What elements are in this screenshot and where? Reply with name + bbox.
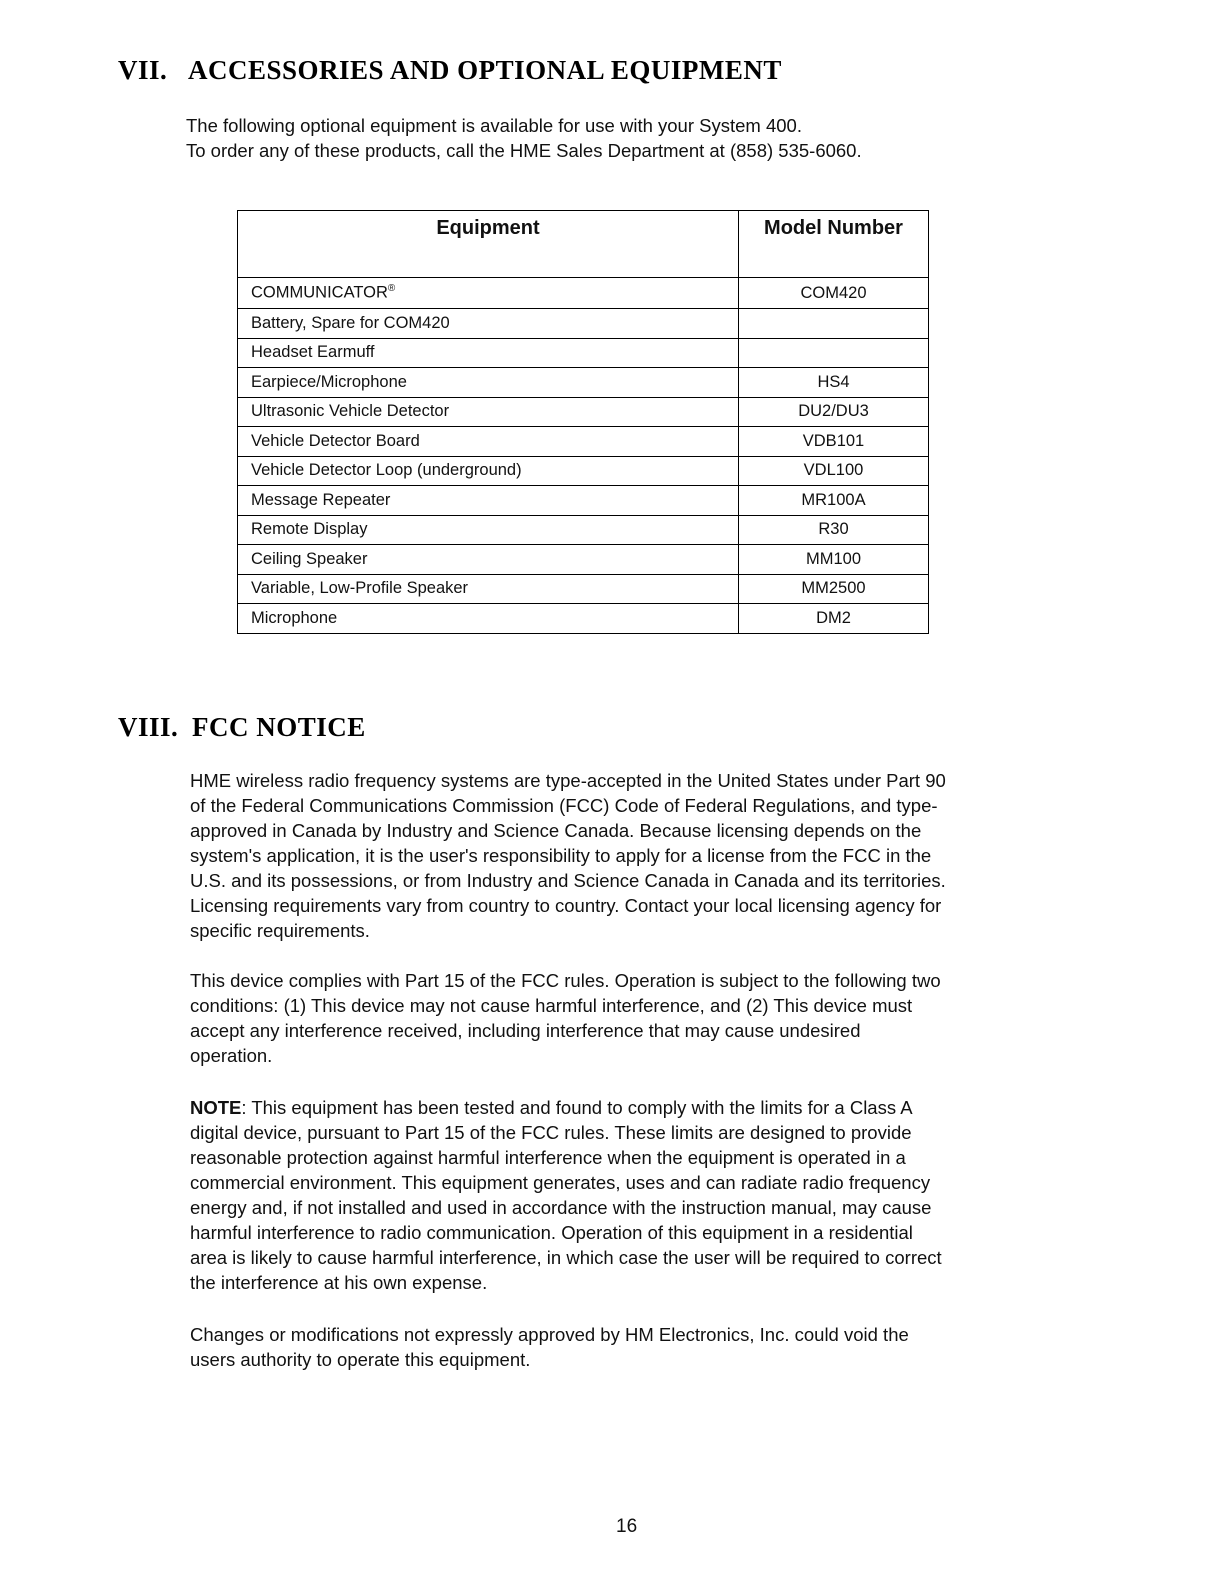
table-row xyxy=(238,604,929,634)
fcc-licensing-paragraph xyxy=(190,768,1090,943)
section-title: FCC NOTICE xyxy=(192,712,366,742)
note-text: : This equipment has been tested and found to comply with the limits for a Class A xyxy=(241,1097,913,1118)
section-title: ACCESSORIES AND OPTIONAL EQUIPMENT xyxy=(188,55,782,85)
table-row xyxy=(238,309,929,339)
table-row xyxy=(238,515,929,545)
equipment-cell: Remote Display xyxy=(238,515,739,545)
intro-line: To order any of these products, call the HME Sales Department at (858) 535-6060. xyxy=(186,140,862,161)
model-cell: MM100 xyxy=(739,545,929,575)
table-row xyxy=(238,456,929,486)
equipment-cell: Vehicle Detector Loop (underground) xyxy=(238,456,739,486)
model-cell: DU2/DU3 xyxy=(739,397,929,427)
equipment-cell: Message Repeater xyxy=(238,486,739,516)
text-line: specific requirements. xyxy=(190,920,370,941)
text-line: energy and, if not installed and used in accordance with the instruction manual, may cause xyxy=(190,1197,932,1218)
equipment-column-header: Equipment xyxy=(238,211,739,278)
table-row xyxy=(238,545,929,575)
equipment-cell: Variable, Low-Profile Speaker xyxy=(238,574,739,604)
equipment-cell: Microphone xyxy=(238,604,739,634)
model-column-header: Model Number xyxy=(739,211,929,278)
text-line: system's application, it is the user's responsibility to apply for a license from the FCC in the xyxy=(190,845,932,866)
model-cell: MR100A xyxy=(739,486,929,516)
equipment-table xyxy=(237,210,929,634)
fcc-modifications-paragraph xyxy=(190,1322,1090,1372)
model-cell xyxy=(739,309,929,339)
section-number: VII. xyxy=(118,55,168,85)
note-label: NOTE xyxy=(190,1097,242,1118)
table-header-row xyxy=(238,211,929,278)
registered-mark: ® xyxy=(387,283,396,295)
text-line: harmful interference to radio communication. Operation of this equipment in a residential xyxy=(190,1222,913,1243)
text-line: conditions: (1) This device may not cause harmful interference, and (2) This device must xyxy=(190,995,913,1016)
equipment-name: COMMUNICATOR xyxy=(251,283,388,302)
text-line: digital device, pursuant to Part 15 of the FCC rules. These limits are designed to provide xyxy=(190,1122,912,1143)
text-line: Changes or modifications not expressly approved by HM Electronics, Inc. could void the xyxy=(190,1324,909,1345)
model-cell: R30 xyxy=(739,515,929,545)
section-number: VIII. xyxy=(118,712,179,742)
equipment-cell: Vehicle Detector Board xyxy=(238,427,739,457)
model-cell: VDL100 xyxy=(739,456,929,486)
fcc-note-paragraph xyxy=(190,1095,1090,1295)
table-row xyxy=(238,397,929,427)
equipment-cell: Ultrasonic Vehicle Detector xyxy=(238,397,739,427)
text-line: U.S. and its possessions, or from Industry and Science Canada in Canada and its territories. xyxy=(190,870,946,891)
table-row xyxy=(238,278,929,309)
model-cell: COM420 xyxy=(739,278,929,309)
text-line: area is likely to cause harmful interference, in which case the user will be required to correct xyxy=(190,1247,942,1268)
equipment-cell: Battery, Spare for COM420 xyxy=(238,309,739,339)
table-row xyxy=(238,486,929,516)
equipment-cell xyxy=(238,278,739,309)
model-cell: MM2500 xyxy=(739,574,929,604)
text-line: Licensing requirements vary from country to country. Contact your local licensing agency for xyxy=(190,895,942,916)
section-heading-fcc xyxy=(118,712,366,743)
text-line: accept any interference received, including interference that may cause undesired xyxy=(190,1020,861,1041)
text-line: the interference at his own expense. xyxy=(190,1272,488,1293)
model-cell: HS4 xyxy=(739,368,929,398)
text-line: commercial environment. This equipment generates, uses and can radiate radio frequency xyxy=(190,1172,931,1193)
fcc-part15-paragraph xyxy=(190,968,1090,1068)
text-line: HME wireless radio frequency systems are type-accepted in the United States under Part 90 xyxy=(190,770,946,791)
table-row xyxy=(238,574,929,604)
page-number: 16 xyxy=(616,1516,638,1537)
intro-text xyxy=(186,113,862,163)
table-row xyxy=(238,368,929,398)
text-line: This device complies with Part 15 of the FCC rules. Operation is subject to the following two xyxy=(190,970,941,991)
table-row xyxy=(238,427,929,457)
section-heading-accessories xyxy=(118,55,782,86)
text-line: of the Federal Communications Commission (FCC) Code of Federal Regulations, and type- xyxy=(190,795,938,816)
text-line xyxy=(190,1095,1090,1120)
equipment-cell: Headset Earmuff xyxy=(238,338,739,368)
model-cell xyxy=(739,338,929,368)
equipment-cell: Ceiling Speaker xyxy=(238,545,739,575)
text-line: users authority to operate this equipment. xyxy=(190,1349,531,1370)
equipment-cell: Earpiece/Microphone xyxy=(238,368,739,398)
intro-line: The following optional equipment is available for use with your System 400. xyxy=(186,115,802,136)
text-line: reasonable protection against harmful interference when the equipment is operated in a xyxy=(190,1147,906,1168)
model-cell: VDB101 xyxy=(739,427,929,457)
text-line: operation. xyxy=(190,1045,273,1066)
table-row xyxy=(238,338,929,368)
model-cell: DM2 xyxy=(739,604,929,634)
text-line: approved in Canada by Industry and Science Canada. Because licensing depends on the xyxy=(190,820,922,841)
